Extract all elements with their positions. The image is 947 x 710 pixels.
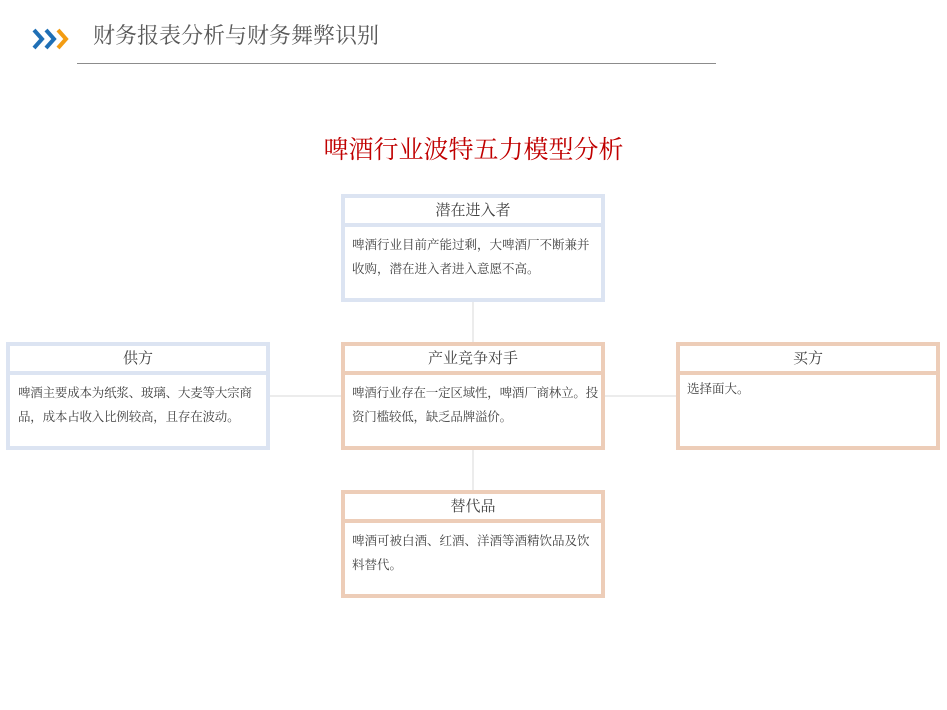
force-text-substitutes: 啤酒可被白酒、红酒、洋酒等酒精饮品及饮料替代。: [352, 533, 590, 572]
force-title-suppliers: 供方: [10, 346, 266, 375]
force-text-industry-rivalry: 啤酒行业存在一定区域性，啤酒厂商林立。投资门槛较低，缺乏品牌溢价。: [352, 385, 599, 424]
slide-title: 啤酒行业波特五力模型分析: [323, 135, 624, 164]
force-text-buyers: 选择面大。: [687, 381, 750, 396]
force-box-suppliers: [6, 342, 270, 450]
force-title-industry-rivalry: 产业竞争对手: [345, 346, 601, 375]
force-title-potential-entrants: 潜在进入者: [345, 198, 601, 227]
force-box-buyers: [676, 342, 940, 450]
force-box-substitutes: [341, 490, 605, 598]
force-title-substitutes: 替代品: [345, 494, 601, 523]
force-text-potential-entrants: 啤酒行业目前产能过剩，大啤酒厂不断兼并收购，潜在进入者进入意愿不高。: [352, 237, 590, 276]
force-text-suppliers: 啤酒主要成本为纸浆、玻璃、大麦等大宗商品，成本占收入比例较高，且存在波动。: [18, 385, 252, 424]
force-title-buyers: 买方: [680, 346, 936, 375]
force-box-potential-entrants: [341, 194, 605, 302]
header-title: 财务报表分析与财务舞弊识别: [93, 24, 380, 49]
force-box-industry-rivalry: [341, 342, 605, 450]
